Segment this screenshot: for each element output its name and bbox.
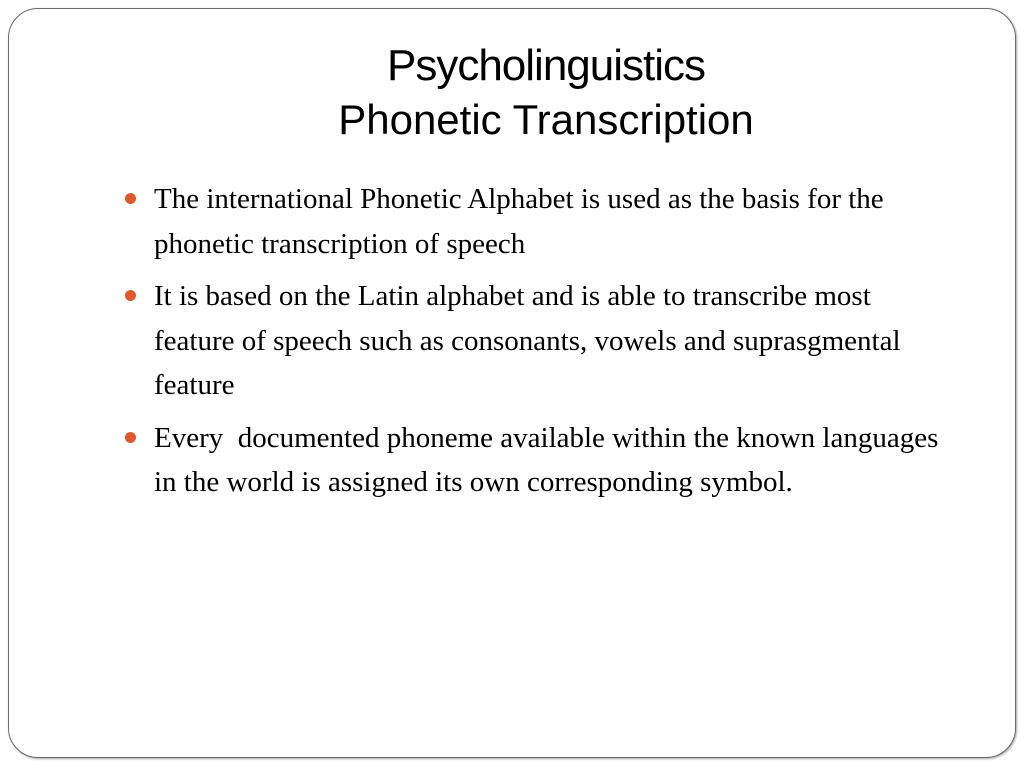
bullet-item bbox=[119, 416, 949, 505]
bullet-text: Every documented phoneme available within the known languages in the world is assigned its own corresponding symbol. bbox=[154, 421, 946, 498]
slide-title-block bbox=[9, 39, 1024, 147]
bullet-dot-icon bbox=[125, 193, 136, 204]
bullet-item bbox=[119, 274, 949, 408]
bullet-text: The international Phonetic Alphabet is used as the basis for the phonetic transcription of speech bbox=[154, 183, 891, 260]
bullet-list bbox=[119, 177, 949, 513]
bullet-dot-icon bbox=[125, 290, 136, 301]
bullet-dot-icon bbox=[125, 432, 136, 443]
slide-title: Psycholinguistics bbox=[386, 41, 706, 90]
bullet-text: It is based on the Latin alphabet and is able to transcribe most feature of speech such as consonants, vowels and suprasgmental feature bbox=[154, 280, 908, 401]
slide-frame bbox=[8, 8, 1016, 758]
slide-subtitle: Phonetic Transcription bbox=[338, 96, 754, 143]
bullet-item bbox=[119, 177, 949, 266]
